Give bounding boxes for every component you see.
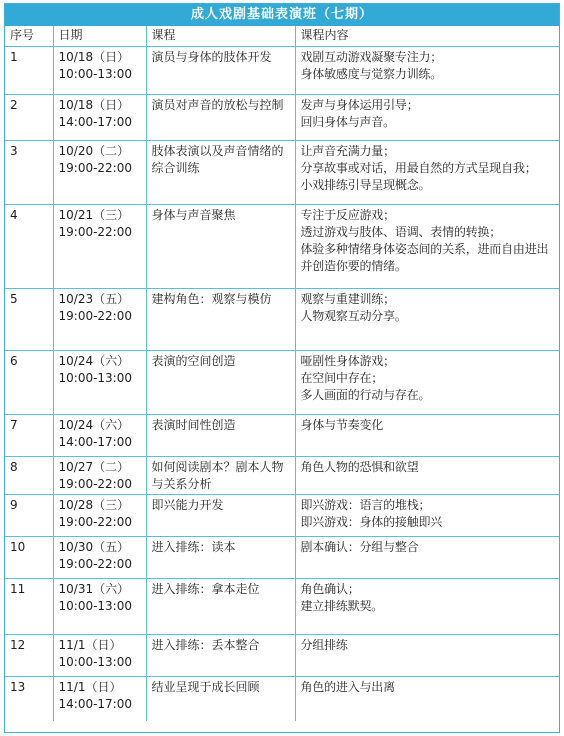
table-row bbox=[5, 457, 559, 495]
table-row bbox=[5, 579, 559, 635]
session-time: 19:00-22:00 bbox=[58, 557, 132, 571]
content-line: 体验多种情绪身体姿态间的关系，进而自由进出并创造你要的情绪。 bbox=[300, 242, 549, 273]
header-course: 课程 bbox=[146, 26, 295, 47]
course-name: 表演时间性创造 bbox=[146, 415, 295, 457]
course-content bbox=[295, 47, 559, 95]
session-datetime bbox=[53, 47, 146, 95]
course-content bbox=[295, 289, 559, 351]
table-row bbox=[5, 141, 559, 205]
content-line: 发声与身体运用引导； bbox=[300, 98, 419, 112]
table-row bbox=[5, 635, 559, 677]
course-name: 结业呈现于成长回顾 bbox=[146, 677, 295, 721]
row-number: 3 bbox=[5, 141, 53, 205]
row-number: 12 bbox=[5, 635, 53, 677]
course-name: 建构角色：观察与模仿 bbox=[146, 289, 295, 351]
content-line: 戏剧互动游戏凝聚专注力； bbox=[300, 50, 443, 64]
table-row bbox=[5, 95, 559, 141]
course-content bbox=[295, 205, 559, 289]
course-name: 肢体表演以及声音情绪的综合训练 bbox=[146, 141, 295, 205]
course-name: 身体与声音聚焦 bbox=[146, 205, 295, 289]
session-time: 10:00-13:00 bbox=[58, 599, 132, 613]
content-line: 在空间中存在； bbox=[300, 371, 384, 385]
session-datetime bbox=[53, 457, 146, 495]
row-number: 11 bbox=[5, 579, 53, 635]
table-row bbox=[5, 495, 559, 537]
content-line: 身体敏感度与觉察力训练。 bbox=[300, 67, 443, 81]
session-time: 14:00-17:00 bbox=[58, 435, 132, 449]
table-row bbox=[5, 47, 559, 95]
header-date: 日期 bbox=[53, 26, 146, 47]
content-line: 回归身体与声音。 bbox=[300, 115, 395, 129]
session-time: 19:00-22:00 bbox=[58, 477, 132, 491]
content-line: 即兴游戏：身体的接触即兴 bbox=[300, 515, 443, 529]
course-content bbox=[295, 415, 559, 457]
content-line: 透过游戏与肢体、语调、表情的转换； bbox=[300, 225, 502, 239]
session-time: 14:00-17:00 bbox=[58, 697, 132, 711]
session-date: 11/1（日） bbox=[58, 680, 122, 694]
row-number: 1 bbox=[5, 47, 53, 95]
table-row bbox=[5, 415, 559, 457]
course-content bbox=[295, 141, 559, 205]
session-datetime bbox=[53, 205, 146, 289]
course-content bbox=[295, 537, 559, 579]
session-date: 10/28（三） bbox=[58, 498, 130, 512]
session-time: 19:00-22:00 bbox=[58, 309, 132, 323]
session-time: 19:00-22:00 bbox=[58, 161, 132, 175]
session-date: 11/1（日） bbox=[58, 638, 122, 652]
course-content bbox=[295, 495, 559, 537]
course-content bbox=[295, 635, 559, 677]
session-date: 10/18（日） bbox=[58, 98, 130, 112]
header-no: 序号 bbox=[5, 26, 53, 47]
schedule-table bbox=[5, 26, 559, 721]
row-number: 10 bbox=[5, 537, 53, 579]
session-time: 10:00-13:00 bbox=[58, 655, 132, 669]
row-number: 8 bbox=[5, 457, 53, 495]
session-datetime bbox=[53, 95, 146, 141]
session-date: 10/20（二） bbox=[58, 144, 130, 158]
course-content bbox=[295, 677, 559, 721]
session-date: 10/24（六） bbox=[58, 354, 130, 368]
course-content bbox=[295, 579, 559, 635]
session-time: 19:00-22:00 bbox=[58, 515, 132, 529]
course-name: 进入排练：拿本走位 bbox=[146, 579, 295, 635]
table-row bbox=[5, 677, 559, 721]
session-datetime bbox=[53, 537, 146, 579]
content-line: 身体与节奏变化 bbox=[300, 418, 384, 432]
course-name: 即兴能力开发 bbox=[146, 495, 295, 537]
content-line: 剧本确认：分组与整合 bbox=[300, 540, 419, 554]
row-number: 13 bbox=[5, 677, 53, 721]
row-number: 2 bbox=[5, 95, 53, 141]
table-title: 成人戏剧基础表演班（七期） bbox=[5, 4, 559, 26]
session-date: 10/24（六） bbox=[58, 418, 130, 432]
course-name: 表演的空间创造 bbox=[146, 351, 295, 415]
content-line: 分组排练 bbox=[300, 638, 348, 652]
session-datetime bbox=[53, 141, 146, 205]
row-number: 7 bbox=[5, 415, 53, 457]
content-line: 哑剧性身体游戏； bbox=[300, 354, 395, 368]
content-line: 专注于反应游戏； bbox=[300, 208, 395, 222]
session-datetime bbox=[53, 415, 146, 457]
session-time: 19:00-22:00 bbox=[58, 225, 132, 239]
content-line: 小戏排练引导呈现概念。 bbox=[300, 178, 431, 192]
content-line: 观察与重建训练； bbox=[300, 292, 395, 306]
row-number: 6 bbox=[5, 351, 53, 415]
session-date: 10/30（五） bbox=[58, 540, 130, 554]
session-date: 10/23（五） bbox=[58, 292, 130, 306]
course-name: 演员对声音的放松与控制 bbox=[146, 95, 295, 141]
row-number: 5 bbox=[5, 289, 53, 351]
course-name: 进入排练：丢本整合 bbox=[146, 635, 295, 677]
course-content bbox=[295, 457, 559, 495]
course-name: 如何阅读剧本？剧本人物与关系分析 bbox=[146, 457, 295, 495]
course-name: 演员与身体的肢体开发 bbox=[146, 47, 295, 95]
session-date: 10/31（六） bbox=[58, 582, 130, 596]
content-line: 即兴游戏：语言的堆栈； bbox=[300, 498, 431, 512]
session-time: 10:00-13:00 bbox=[58, 371, 132, 385]
table-row bbox=[5, 351, 559, 415]
session-time: 10:00-13:00 bbox=[58, 67, 132, 81]
session-date: 10/21（三） bbox=[58, 208, 130, 222]
session-datetime bbox=[53, 635, 146, 677]
header-content: 课程内容 bbox=[295, 26, 559, 47]
content-line: 让声音充满力量； bbox=[300, 144, 395, 158]
content-line: 分享故事或对话，用最自然的方式呈现自我； bbox=[300, 161, 537, 175]
session-time: 14:00-17:00 bbox=[58, 115, 132, 129]
session-datetime bbox=[53, 289, 146, 351]
session-datetime bbox=[53, 495, 146, 537]
session-date: 10/27（二） bbox=[58, 460, 130, 474]
session-datetime bbox=[53, 677, 146, 721]
content-line: 人物观察互动分享。 bbox=[300, 309, 407, 323]
course-content bbox=[295, 95, 559, 141]
row-number: 9 bbox=[5, 495, 53, 537]
session-date: 10/18（日） bbox=[58, 50, 130, 64]
session-datetime bbox=[53, 579, 146, 635]
content-line: 建立排练默契。 bbox=[300, 599, 384, 613]
table-row bbox=[5, 205, 559, 289]
table-row bbox=[5, 289, 559, 351]
row-number: 4 bbox=[5, 205, 53, 289]
course-content bbox=[295, 351, 559, 415]
course-name: 进入排练：读本 bbox=[146, 537, 295, 579]
content-line: 角色人物的恐惧和欲望 bbox=[300, 460, 419, 474]
session-datetime bbox=[53, 351, 146, 415]
schedule-sheet bbox=[4, 3, 560, 733]
content-line: 角色的进入与出离 bbox=[300, 680, 395, 694]
header-row bbox=[5, 26, 559, 47]
content-line: 角色确认； bbox=[300, 582, 360, 596]
content-line: 多人画面的行动与存在。 bbox=[300, 388, 431, 402]
table-row bbox=[5, 537, 559, 579]
